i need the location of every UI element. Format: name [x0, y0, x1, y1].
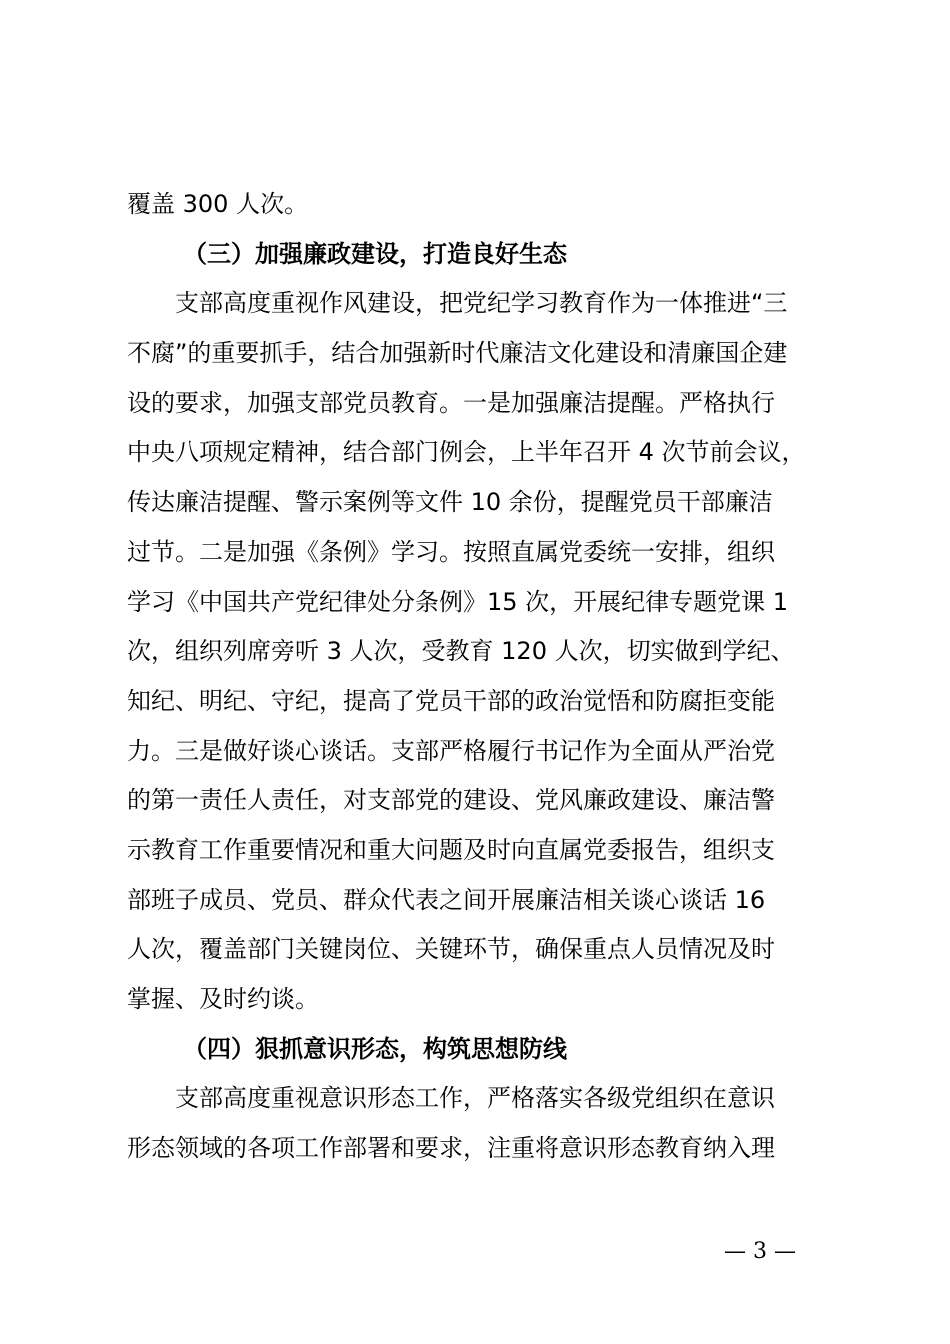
text-line: 掌握、及时约谈。: [127, 985, 319, 1013]
body-text: [127, 180, 857, 1174]
text-line: 知纪、明纪、守纪，提高了党员干部的政治觉悟和防腐拒变能: [127, 686, 775, 715]
text-line: 次，组织列席旁听 3 人次，受教育 120 人次，切实做到学纪、: [127, 637, 795, 666]
section-heading: （三）加强廉政建设，打造良好生态: [183, 239, 567, 268]
text-line: 力。三是做好谈心谈话。支部严格履行书记作为全面从严治党: [127, 736, 775, 765]
text-line: 的第一责任人责任，对支部党的建设、党风廉政建设、廉洁警: [127, 786, 775, 815]
section-heading: （四）狠抓意识形态，构筑思想防线: [183, 1034, 567, 1063]
text-line: 覆盖 300 人次。: [127, 190, 309, 218]
text-line: 中央八项规定精神，结合部门例会，上半年召开 4 次节前会议，: [127, 438, 806, 467]
text-line: 形态领域的各项工作部署和要求，注重将意识形态教育纳入理: [127, 1134, 775, 1163]
text-line: 支部高度重视作风建设，把党纪学习教育作为一体推进“三: [175, 289, 788, 318]
text-line: 学习《中国共产党纪律处分条例》15 次，开展纪律专题党课 1: [127, 587, 789, 616]
text-line: 传达廉洁提醒、警示案例等文件 10 余份，提醒党员干部廉洁: [127, 488, 773, 517]
text-line: 设的要求，加强支部党员教育。一是加强廉洁提醒。严格执行: [127, 388, 775, 417]
text-line: 部班子成员、党员、群众代表之间开展廉洁相关谈心谈话 16: [127, 885, 766, 914]
text-line: 示教育工作重要情况和重大问题及时向直属党委报告，组织支: [127, 835, 775, 864]
page-number: — 3 —: [724, 1239, 796, 1264]
text-line: 人次，覆盖部门关键岗位、关键环节，确保重点人员情况及时: [127, 935, 775, 964]
text-line: 支部高度重视意识形态工作，严格落实各级党组织在意识: [175, 1084, 775, 1113]
text-line: 不腐”的重要抓手，结合加强新时代廉洁文化建设和清廉国企建: [127, 339, 788, 368]
text-line: 过节。二是加强《条例》学习。按照直属党委统一安排，组织: [127, 537, 775, 566]
